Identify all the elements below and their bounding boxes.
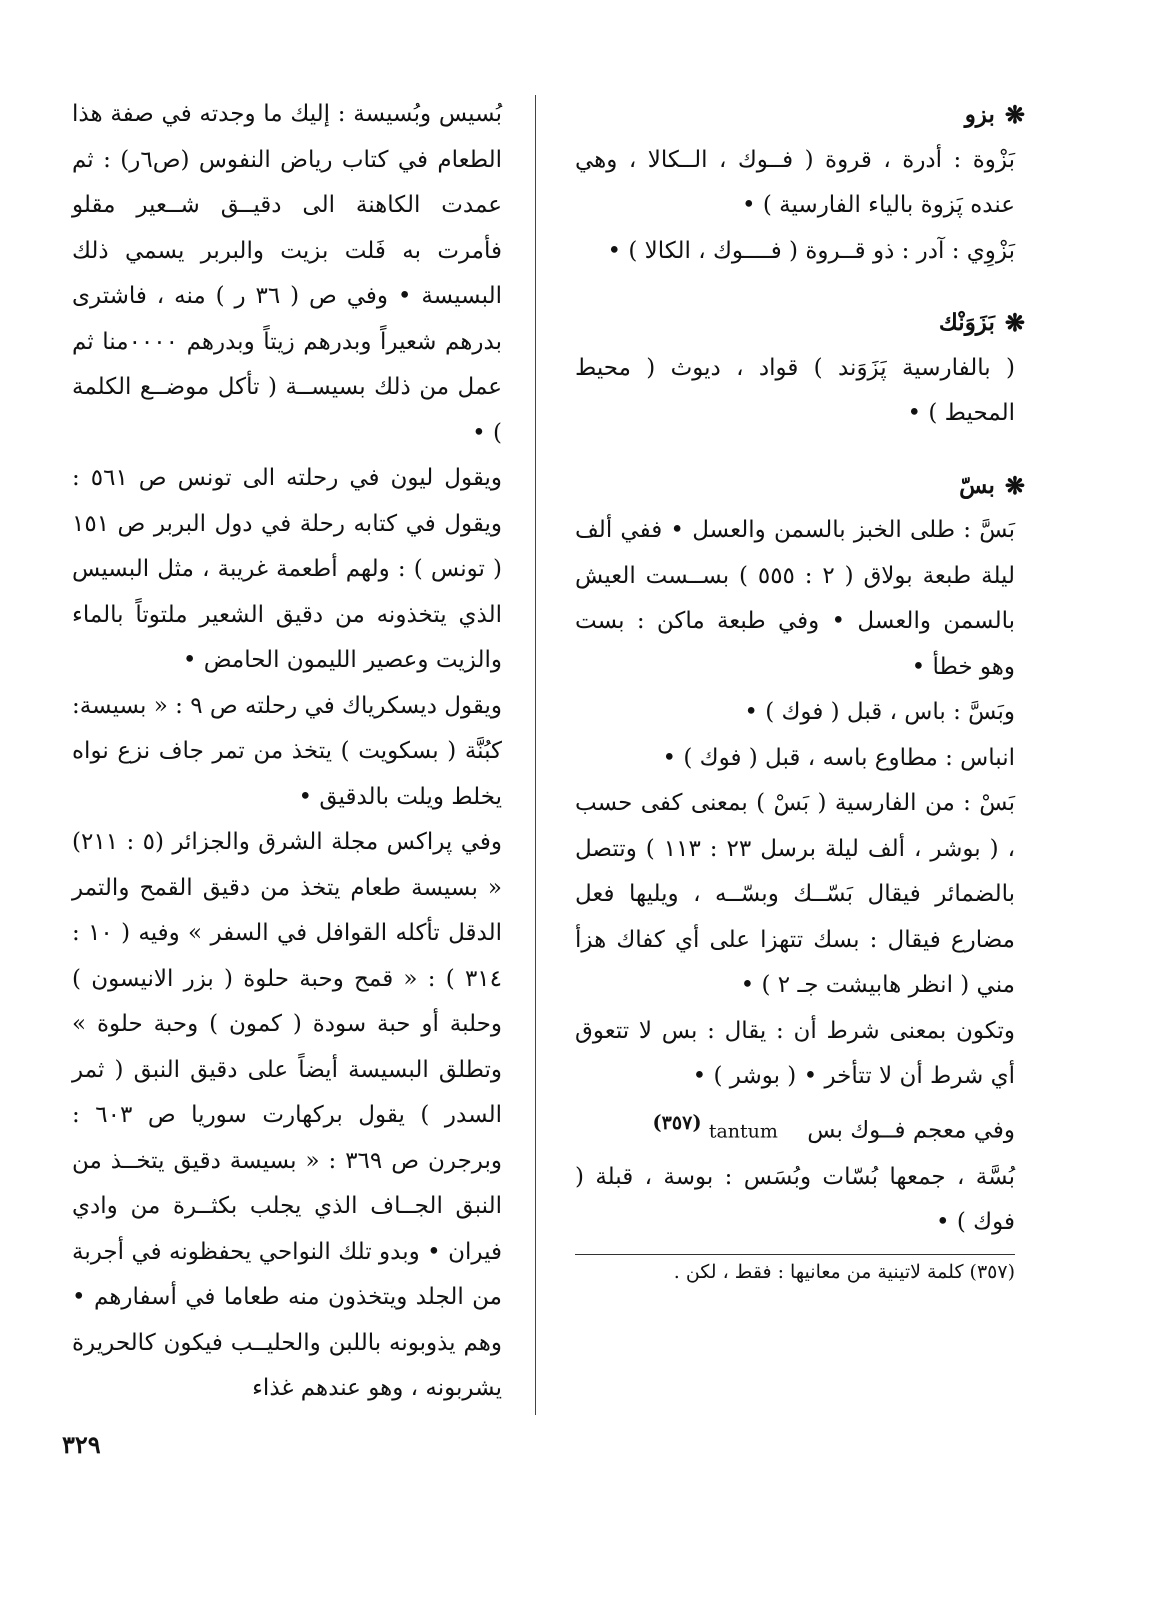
left-column: [72, 92, 502, 1412]
paragraph: وتكون بمعنى شرط أن : يقال : بس لا تتعوق أي شرط أن لا تتأخر • ( بوشر ) •: [575, 1017, 1015, 1089]
entry-headword: بزو: [964, 101, 995, 128]
entry-headword: بَزَوَنْك: [938, 309, 995, 336]
right-column: [575, 92, 1025, 1289]
entry-header-bss: [575, 463, 1025, 509]
latin-word: tantum: [708, 1120, 778, 1143]
page-number: ٣٢٩: [62, 1430, 101, 1459]
paragraph: انباس : مطاوع باسه ، قبل ( فوك ) •: [662, 744, 1015, 771]
paragraph: ويقول ديسكرياك في رحلته ص ٩ : « بسيسة: كبُنَّة ( بسكويت ) يتخذ من تمر جاف نزع نواه يخلط ويلت بالدقيق •: [72, 692, 502, 810]
entry-header-bzw: [575, 92, 1025, 138]
footnote: (٣٥٧) كلمة لاتينية من معانيها : فقط ، لكن .: [673, 1260, 1015, 1283]
text-run: وفي معجم فــوك بس: [807, 1117, 1015, 1144]
paragraph: ويقول ليون في رحلته الى تونس ص ٥٦١ : ويقول في كتابه رحلة في دول البربر ص ١٥١ ( تونس ) : ولهم أطعمة غريبة ، مثل البسيس الذي يتخذونه من دقيق الشعير ملتوتاً بالماء والزيت وعصير الليمون الحامض •: [72, 465, 502, 673]
column-divider: [535, 95, 536, 1415]
paragraph: بَسْ : من الفارسية ( بَسْ ) بمعنى كفى حسب ، ( بوشر ، ألف ليلة برسل ٢٣ : ١١٣ ) وتتصل بالضمائر فيقال بَسّــك وبسّــه ، ويليها فعل مضارع فيقال : بسك تتهزا على أي كفاك هزأ مني ( انظر هابيشت جـ ٢ ) •: [575, 790, 1016, 998]
asterisk-icon: ❋: [1004, 100, 1025, 129]
paragraph: بَزْوِي : آدر : ذو قــروة ( فــــوك ، الكالا ) •: [607, 237, 1015, 264]
asterisk-icon: ❋: [1004, 470, 1025, 500]
entry-header-bzwnk: [575, 300, 1025, 346]
paragraph: وفي پراكس مجلة الشرق والجزائر (٥ : ٢١١) « بسيسة طعام يتخذ من دقيق القمح والتمر الدقل تأكله القوافل في السفر » وفيه ( ١٠ : ٣١٤ ) : « قمح وحبة حلوة ( بزر الانيسون ) وحلبة أو حبة سودة ( كمون ) وحبة حلوة » وتطلق البسيسة أيضاً على دقيق النبق ( ثمر السدر ) يقول بركهارت سوريا ص ٦٠٣ : وبرجرن ص ٣٦٩ : « بسيسة دقيق يتخــذ من النبق الجــاف الذي يجلب بكثــرة من وادي فيران • وبدو تلك النواحي يحفظونه في أجربة من الجلد ويتخذون منه طعاما في أسفارهم • وهم يذوبونه باللبن والحليــب فيكون كالحريرة يشربونه ، وهو عندهم غذاء: [72, 829, 502, 1401]
entry-headword: بسّ: [959, 471, 995, 499]
paragraph: ( بالفارسية پَزَوَند ) قواد ، ديوث ( محيط المحيط ) •: [575, 354, 1015, 426]
paragraph: بَزْوة : أدرة ، قروة ( فــوك ، الــكالا ، وهي عنده پَزوة بالياء الفارسية ) •: [575, 146, 1015, 218]
paragraph: بَسَّ : طلى الخبز بالسمن والعسل • ففي ألف ليلة طبعة بولاق ( ٢ : ٥٥٥ ) بســست العيش بالسمن والعسل • وفي طبعة ماكن : بست وهو خطأ •: [575, 517, 1016, 680]
text-run: بُسَّة ، جمعها بُسّات وبُسَس : بوسة ، قبلة ( فوك ) •: [575, 1163, 1015, 1236]
paragraph: وبَسَّ : باس ، قبل ( فوك ) •: [744, 699, 1015, 725]
footnote-ref: (٣٥٧): [652, 1110, 702, 1134]
paragraph: بُسيس وبُسيسة : إليك ما وجدته في صفة هذا الطعام في كتاب رياض النفوس (ص٦ر) : ثم عمدت الكاهنة الى دقيــق شــعير مقلو فأمرت به فَلت بزيت والبربر يسمي ذلك البسيسة • وفي ص ( ٣٦ ر ) منه ، فاشترى بدرهم شعيراً وبدرهم زيتاً وبدرهم ٠٠٠٠منا ثم عمل من ذلك بسيســة ( تأكل موضــع الكلمة ) •: [72, 101, 502, 446]
paragraph-with-footnote: [575, 1100, 1015, 1246]
asterisk-icon: ❋: [1004, 308, 1025, 337]
